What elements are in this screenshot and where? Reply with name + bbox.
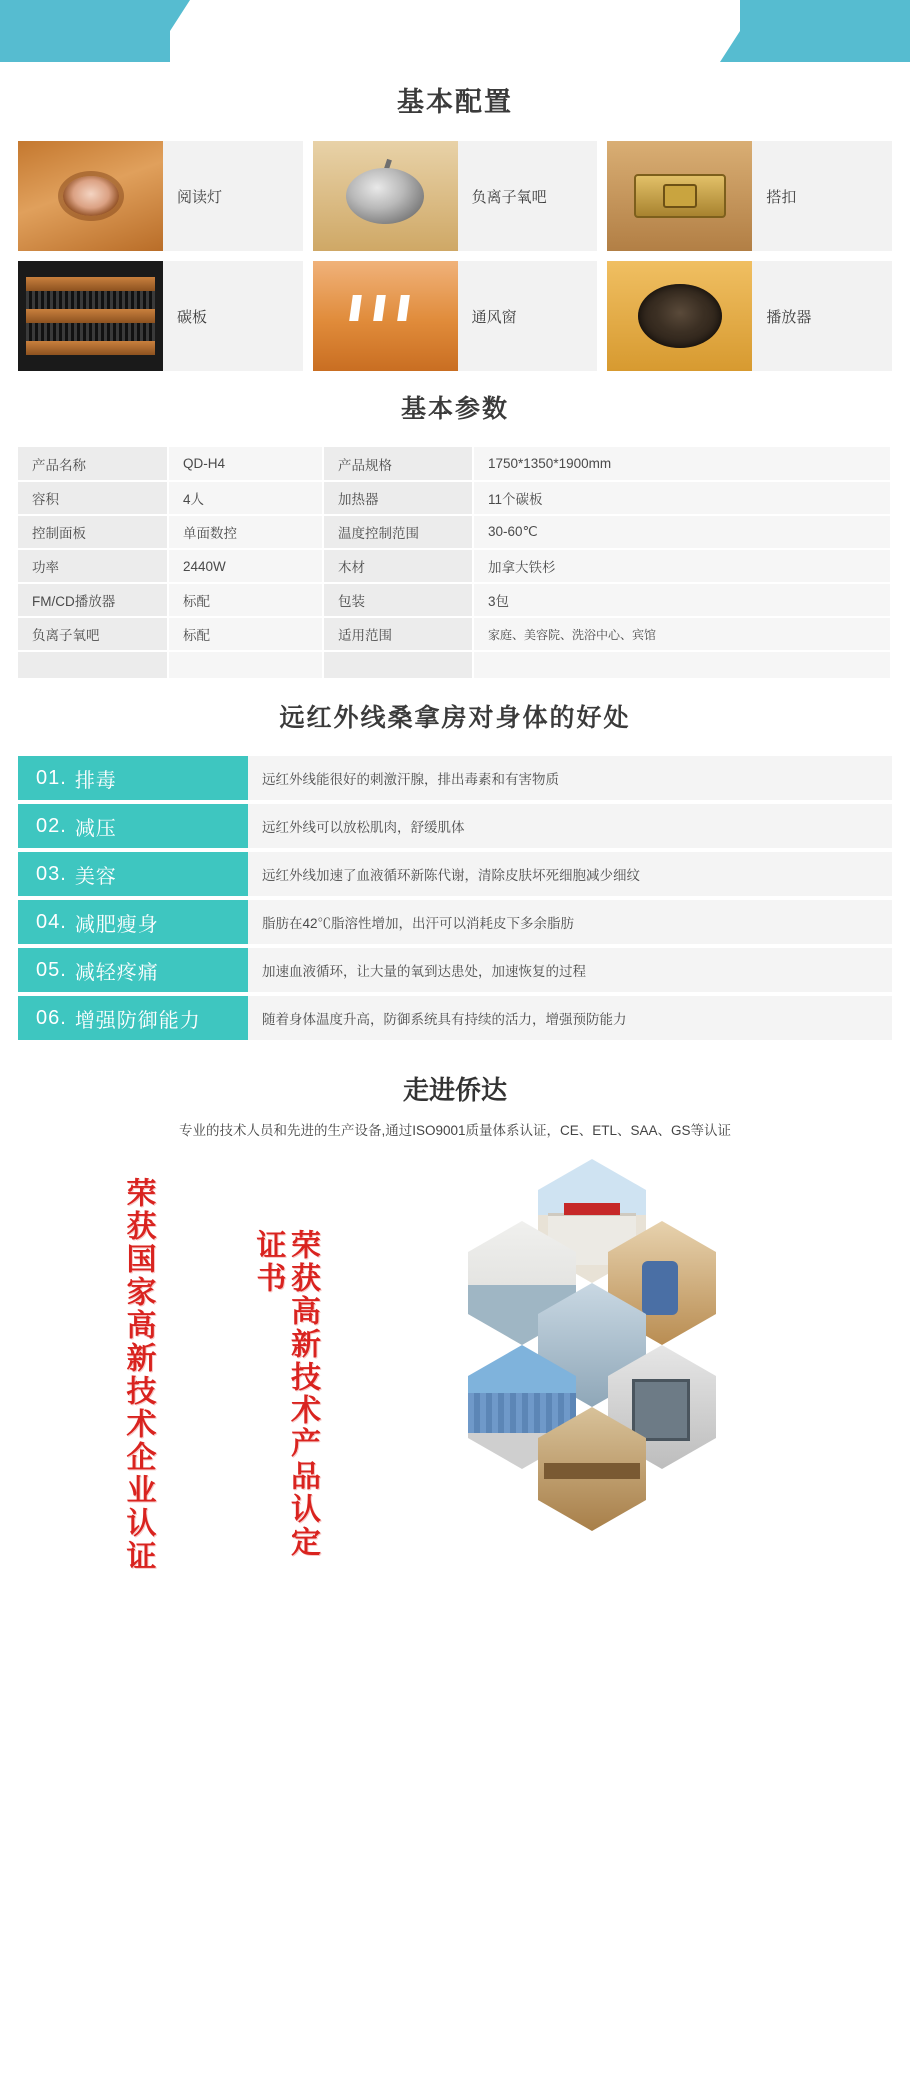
param-value: 4人	[168, 481, 323, 515]
config-item-label: 搭扣	[766, 188, 797, 206]
param-value: 单面数控	[168, 515, 323, 549]
benefit-description: 随着身体温度升高，防御系统具有持续的活力，增强预防能力	[248, 996, 892, 1040]
param-key	[323, 651, 473, 679]
certificate-text-national: 荣获国家高新技术企业认证	[121, 1177, 155, 1573]
benefit-number: 03.	[36, 862, 67, 885]
benefits-section-title: 远红外线桑拿房对身体的好处	[279, 704, 631, 732]
list-item	[18, 948, 892, 992]
benefit-number: 04.	[36, 910, 67, 933]
param-value: 标配	[168, 583, 323, 617]
params-section-title: 基本参数	[400, 395, 509, 423]
param-key: 产品规格	[323, 447, 473, 481]
table-row	[18, 549, 891, 583]
list-item	[18, 756, 892, 800]
banner-right-block	[740, 0, 910, 62]
list-item	[18, 804, 892, 848]
config-item-latch	[607, 141, 892, 251]
banner-left-block	[0, 0, 170, 62]
about-subtitle: 专业的技术人员和先进的生产设备,通过ISO9001质量体系认证，CE、ETL、SAA、GS等认证	[178, 1123, 732, 1138]
benefit-number: 01.	[36, 766, 67, 789]
config-item-label: 负离子氧吧	[471, 188, 547, 206]
list-item	[18, 996, 892, 1040]
benefit-description: 远红外线加速了血液循环新陈代谢，清除皮肤坏死细胞减少细纹	[248, 852, 892, 896]
config-item-reading-light	[18, 141, 303, 251]
table-row	[18, 583, 891, 617]
benefit-title: 减肥瘦身	[74, 913, 159, 936]
gallery-section	[0, 1159, 910, 1589]
param-key: 温度控制范围	[323, 515, 473, 549]
param-key: 加热器	[323, 481, 473, 515]
param-key: 负离子氧吧	[18, 617, 168, 651]
latch-buckle-icon	[607, 141, 752, 251]
param-key	[18, 651, 168, 679]
param-key: 功率	[18, 549, 168, 583]
ventilation-window-icon	[313, 261, 458, 371]
benefit-number: 05.	[36, 958, 67, 981]
config-grid	[0, 141, 910, 371]
benefit-description: 远红外线可以放松肌肉，舒缓肌体	[248, 804, 892, 848]
table-row	[18, 515, 891, 549]
param-key: FM/CD播放器	[18, 583, 168, 617]
table-row	[18, 447, 891, 481]
config-item-label: 阅读灯	[177, 188, 223, 206]
benefit-number: 02.	[36, 814, 67, 837]
table-row	[18, 651, 891, 679]
table-row	[18, 481, 891, 515]
hex-photo-group	[430, 1159, 750, 1589]
speaker-player-icon	[607, 261, 752, 371]
benefit-title: 美容	[74, 865, 117, 888]
reading-light-icon	[18, 141, 163, 251]
config-item-anion-oxygen-bar	[313, 141, 598, 251]
params-table-wrap	[0, 447, 910, 680]
param-value: 11个碳板	[473, 481, 891, 515]
benefit-heading	[18, 948, 248, 992]
param-key: 包装	[323, 583, 473, 617]
param-value: 标配	[168, 617, 323, 651]
benefit-heading	[18, 804, 248, 848]
param-key: 控制面板	[18, 515, 168, 549]
list-item	[18, 852, 892, 896]
config-section-title: 基本配置	[397, 87, 513, 117]
config-item-speaker	[607, 261, 892, 371]
benefit-title: 排毒	[74, 769, 117, 792]
benefit-title: 减压	[74, 817, 117, 840]
params-table	[18, 447, 892, 680]
carbon-panel-icon	[18, 261, 163, 371]
list-item	[18, 900, 892, 944]
param-key: 适用范围	[323, 617, 473, 651]
config-item-label: 通风窗	[471, 308, 517, 326]
param-key: 产品名称	[18, 447, 168, 481]
config-item-carbon-panel	[18, 261, 303, 371]
benefit-heading	[18, 852, 248, 896]
benefit-title: 减轻疼痛	[74, 961, 159, 984]
config-item-label: 碳板	[177, 308, 208, 326]
config-item-label: 播放器	[766, 308, 812, 326]
param-value: 加拿大铁杉	[473, 549, 891, 583]
benefit-heading	[18, 996, 248, 1040]
benefit-description: 加速血液循环，让大量的氧到达患处，加速恢复的过程	[248, 948, 892, 992]
benefit-number: 06.	[36, 1006, 67, 1029]
top-banner	[0, 0, 910, 62]
param-value: QD-H4	[168, 447, 323, 481]
param-value: 3包	[473, 583, 891, 617]
benefit-heading	[18, 900, 248, 944]
banner-left-triangle	[150, 0, 190, 62]
param-value	[473, 651, 891, 679]
table-row	[18, 617, 891, 651]
param-value: 2440W	[168, 549, 323, 583]
benefit-heading	[18, 756, 248, 800]
param-value	[168, 651, 323, 679]
certificate-text-product: 荣获高新技术产品认定证书	[251, 1229, 319, 1559]
about-section-title: 走进侨达	[402, 1075, 507, 1105]
benefit-description: 远红外线能很好的刺激汗腺，排出毒素和有害物质	[248, 756, 892, 800]
benefit-description: 脂肪在42℃脂溶性增加，出汗可以消耗皮下多余脂肪	[248, 900, 892, 944]
param-key: 木材	[323, 549, 473, 583]
anion-oxygen-bar-icon	[313, 141, 458, 251]
param-value: 1750*1350*1900mm	[473, 447, 891, 481]
param-value: 30-60℃	[473, 515, 891, 549]
benefits-list	[0, 756, 910, 1040]
param-value: 家庭、美容院、洗浴中心、宾馆	[473, 617, 891, 651]
param-key: 容积	[18, 481, 168, 515]
config-item-ventilation-window	[313, 261, 598, 371]
benefit-title: 增强防御能力	[74, 1009, 201, 1032]
